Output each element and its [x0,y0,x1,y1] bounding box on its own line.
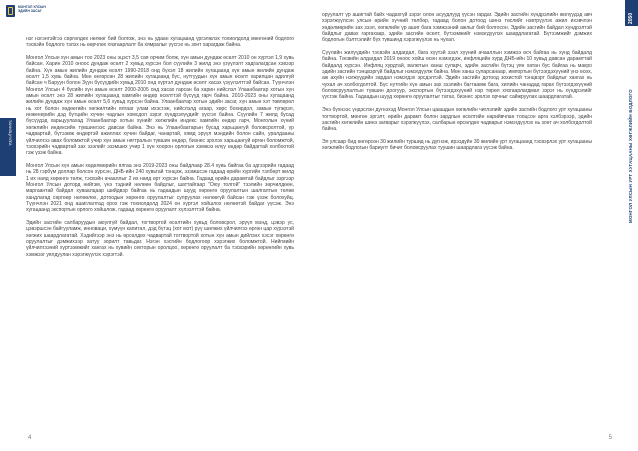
right-page [320,0,638,451]
paragraph: нэг нэгэнтэйгээ сөргөлдөх нөлөөг бий болгож, энэ нь удаан хугацаанд үргэлжлэх тохиолдолд мөнгөний бодлого тэсвэйн бодлого тэлэх нь өөрчлөх хязгаарлалт ба хямралыг үүсгэх нь зонт харагдаж байна. [26,36,294,49]
emblem-icon [6,5,15,17]
vertical-running-header [625,0,638,451]
paragraph: Эдийн засгийн салбаруудын аюулгүй байдал, тогтвортой өсөлтийн хувьд боловсрол, эрүүл мэнд, цэвэр ус, цэвэршсэн байгууламж, инноваци, хүмүүн капитал, дэд бүтэц (хот мэт) рүү шилжих үйлчилгээ өргөн цар хүрээтэй хөгжих шаардлагатай. Хэдийгээр энэ нь өрсөлдөх чадвартай тогтвортой хотын хүн амын дийлэнх хэсэг хөрөнгө оруулалтыг дэмжихээр хатуу зорилт тавьдаг. Нэгэн хэсгийн бодлогоор хэрэгжих боломжтой. Нийгмийн үйлчилгээний хүртээмжийг хангах нь хувийн секторын оролцоо, хөрөнгө оруулалт ба тэсвэрийн хөрөнгийн хувь хэмжээг уялдуулан хэрэгжүүлэх хэрэгтэй. [26,219,294,258]
section-side-tab-label: ТАНИЛЦУУЛГА [8,120,12,146]
logo-line-2: ЭДИЙН ЗАСАГ [18,9,42,13]
document-title-text: МОНГОЛ УЛСЫН УРТ ХУГАЦААНЫ ХӨГЖЛИЙН БОДЛОГО [628,89,633,223]
logo-line-1: МОНГОЛ УЛСЫН [18,5,46,9]
paragraph: Сүүлийн жилүүдийн тэсвэйн алдагдал, бага хүүтэй зээл хүүний ачааллын хэмжээ өсч байгаа нь хүнд байдалд байна. Төсвийн алдагдал 2019 оноос хойш өсөн нэмэгдэж, инфляцийн хурд ДНБ-ийн 10 хувьд давсан дарамттай байдалд хүрсэн. Инфляц хурдтай, валютын ханш суларч, эдийн засгийн бүтэц уян хатан бус байгаа нь макро эдийн засгийн тэнцвэргүй байдлыг нэмэгдүүлж байна. Мөн ханш суларсанаар, импортын бүтээгдэхүүний үнэ өсөх, аж ахуйн нэгжүүдийн зардал нэмэгдэх эрсдэлтэй. Эдийн засгийн дотоод зохистой тэнцвэрт байдлыг хангах нь чухал ач холбогдолтой. Бүс нутгийн хүн амын зах зээлийн багтаамж бага, хилийн чанадад гарах бүтээгдэхүүний боловсруулалтын түвшин доогуур, экспортын бүтээгдэхүүний нэр төрөл хязгаарлагдмал зэрэг нь хүндрэлийг үүсгэж байна. Гадаадын шууд хөрөнгө оруулалтыг татах, бизнес эрхлэх орчныг сайжруулах шаардлагатай. [322,50,592,101]
paragraph: Энэ бүхнээс үндэслэн дүгнэхэд Монгол Улсын цаашдын хөгжлийн чиглэлийг эдийн засгийн бодлого урт хугацааны тогтвортой, мөнгөн эргэлт, өрийн дарамт болон зардлын өсөлтийн нарийвчлан тооцсон арга хэлбэрээр, эдийн засгийн хөгжлийн шинэ загварыг хэрэгжүүлэх, салбарын өрсөлдөх чадварыг нэмэгдүүлэх нь зонт ач холбогдолтой байна. [322,107,592,133]
paragraph: Монгол Улсын хүн амын тоо 2023 оны эцэст 3,5 сая орчим болж, хүн амын дундаж өсөлт 2010 он хүртэл 1,9 хувь байсан. Харин 2010 оноос дундаж өсөлт 2 хувьд хүрсэн бол сүүлийн 3 жилд энэ үзүүлэлт хадгалагдсан хэвээр байна. Хүн амын жилийн дундаж өсөлт 1990-2018 онд бүхэл 18 жилийн хугацаанд хүн амын жилийн дундаж өсөлт 1,5 хувь байна. Мөн өнгөрсөн 28 жилийн хугацаанд бүс, нутгуудын хүн амын өсөлт харилцан адилгүй байсан ч Баруун болон Зүүн бүсүүдийн хувьд 2010 онд хүртэл дундаж өсөлт хасах үзүүлэлттэй байсан. Түүнчлэн Монгол Улсын 4 бүсийн хүн амын өсөлт 2000-2005 онд хасах гарсан ба харин нийслэл Улаанбаатар хотын хүн амын өсөлт энэ 28 жилийн хугацаанд хамгийн өндөр өсөлттэй бүсүүд гарч байна. 2010-2023 оны хугацаанд жилийн дундаж хүн амын өсөлт 5,6 хувьд хүрсэн байна. Улаанбаатар хотын эдийн засаг, хүн амын хэт төвлөрөл нь хот болон хөдөөгийн хөгжилтийн ялгааг улам ихэсгэж, нийслэлд агаар, хөрс бохирдол, замын түгжрэл, инженерийн дэд бүтцийн хүчин чадлын хомсдол зэрэг хүндрэлүүдийг үүсгэх байна. Сүүлийн 7 жилд бусад бүсүүдэд харьцуулахад Улаанбаатар хотын хүнийг хөгжлийн индекс хамгийн өндөр гарч, Монголын хүний хөгжлийн индексийн түвшингээс давсан байна. Энэ нь Улаанбаатарын бусад харьцангуй боловсролтой, үр чадвартай, бүтээмж өндөртэй ажиллах хүчин байдаг, чанартай, хямд эрүүл мэндийн болон сайн, уралдааны үйлчилгээ авах боломжтой учир хүн амын нягтралын түвшин өндөр, бизнес эрхлэх харьцангуй өргөн боломжтой, тэсвэрийн чадвартай зах зээлийг эзэмших учир 1 хүн хоорон орлогын хэмжээ илүү өндөр байдагтай холбоотой гэж үзэж байна. [26,55,294,157]
publisher-logo [6,5,46,17]
paragraph: Эл улсаар бид өнгөрсөн 30 жилийн туршид нь дүгнэж, ирээдүйн 30 жилийн урт хугацаанд тэсвэрлэх урт хугацааны хөгжлийн бодлогын бариулт бичиг боловсруулах туушин шаардлага үүсэж байна. [322,138,592,152]
page-number: 5 [608,435,612,441]
paragraph: Монгол Улсын хүн амын хөдөлмөрийн ялгаа энэ 2019-2023 оны байдлаар 28.4 хувь байгаа ба эдгээрийн гадаад нь 28 гэрбүм доллар болсон хүрсэн, ДНБ-ийн 240 хувьтай тэнцэж, эзэмшсэн гадаад өрийн хүргийн тэлбөрт жилд 1 их наяд хөрөнгө төлж, тэсвэйн ачааллыг 2 их наяд өрт хүрсэн байна. Гадаад өрийн дарамтай байдлыг зэргээр Монгол Улсын доторд нийгэм, үнэ тэдний нөлөөн байдлыг, шаттайгаар "Оюу толгой" тээлийн зөрчилдөөн, маргаантай байдал хуваалцаар шийдвэр байгаа нь гадаадын шууд хөрөнгө оруулалтын шалгалтын төлөв хандлагад сөргөөр нөлөөлөх, дотоодын хөрөнгө оруулалтыг сулруулах нөлөөгүй байсан гэж үзэж болохуйц. Түүнчлэн 2021 онд ашиглалтад орох гэж тохиолдолд 2024 он хүртэл хойшлох нөлөөтэй байдаг үүсэж. Энэ хугацаанд экспортын орлого хойшлож, гадаад хөрөнгө оруулалт хүлээлттэй байна. [26,162,294,214]
paragraph: оруулалт үр ашигтай байх чадахгүй зэрэг олон асуудлууд үүсэн гардаг. Эдийн засгийн хүндрэлийн жилүүдэд авч хэрэгжүүлсэн улсын өрийн хүчний төлбөр, гадаад болон дотоод шинэ төслийг нэвтрүүлэх ажил ихэвчлэн хөдөлмөрийн зах зээл, хөгжлийн үр ашиг бага хэмжээний ажлыг бий болгосон. Эдийн засгийн байдал хүндрэлтэй байдлыг давах гаргахаар, эдийн засгийн өсөлт, бүтээмжийг нэмэгдүүлэх шаардлагатай. Бүтээмжийг дэмжих бодлогын бэлтгэлийг бүх түвшинд хэрэгжүүлэх нь чухал. [322,12,592,44]
year-label: 2050 [628,12,634,24]
right-body-text [322,12,592,158]
page-number: 4 [28,435,32,441]
year-tab [625,0,638,26]
left-body-text [26,36,294,264]
left-page [0,0,318,451]
document-title-vertical [627,30,635,225]
section-side-tab [0,118,16,176]
logo-text [18,5,46,13]
